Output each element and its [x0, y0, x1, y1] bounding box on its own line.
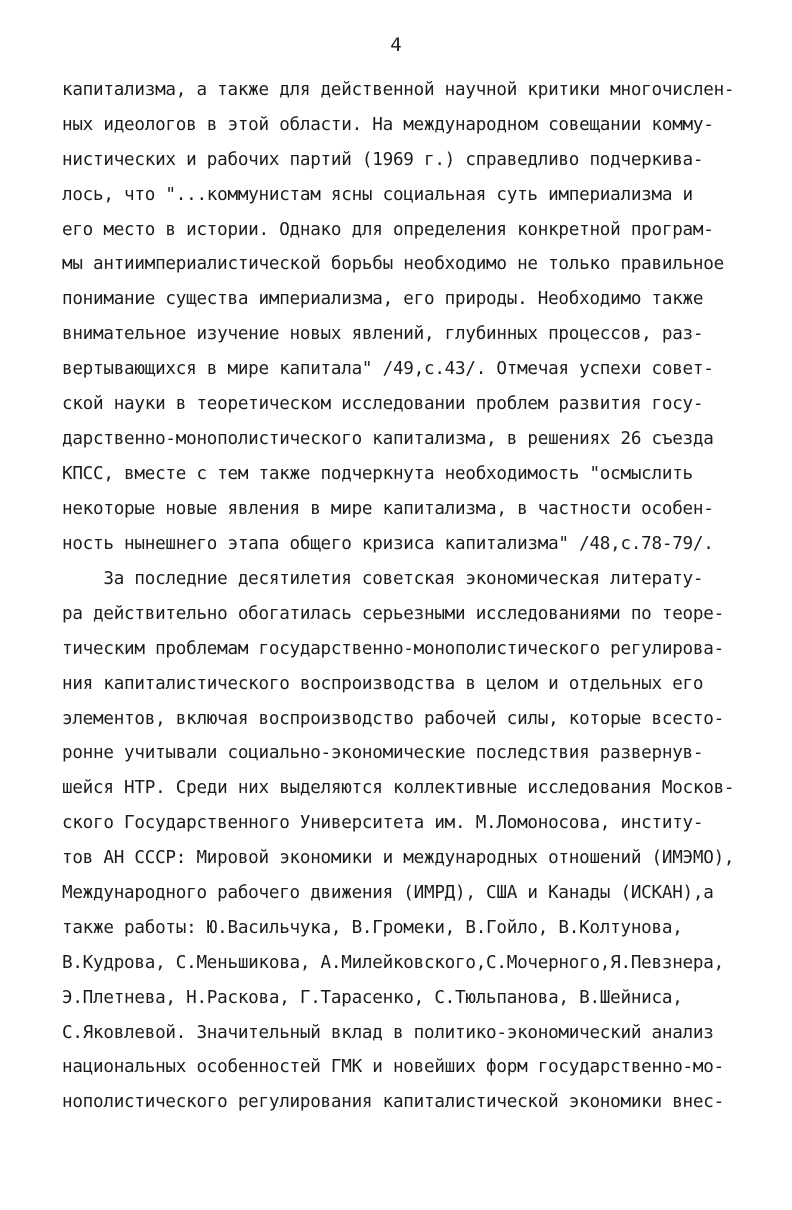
text-line: За последние десятилетия советская экономическая литерату- [62, 569, 704, 589]
text-line: ность нынешнего этапа общего кризиса капитализма" /48,с.78-79/. [62, 533, 714, 554]
text-line: дарственно-монополистического капитализма, в решениях 26 съезда [62, 428, 714, 449]
text-line: нополистического регулирования капиталистической экономики внес- [62, 1092, 724, 1113]
text-line: элементов, включая воспроизводство рабочей силы, которые всесто- [62, 708, 724, 729]
text-line: тов АН СССР: Мировой экономики и международных отношений (ИМЭМО), [62, 848, 735, 869]
text-line: ных идеологов в этой области. На международном совещании комму- [62, 114, 714, 135]
text-line: лось, что "...коммунистам ясны социальная суть империализма и [62, 184, 693, 205]
text-line: ронне учитывали социально-экономические последствия развернув- [62, 743, 704, 764]
text-line: шейся НТР. Среди них выделяются коллективные исследования Москов- [62, 778, 735, 799]
paragraph-1 [62, 73, 752, 561]
text-line: понимание существа империализма, его природы. Необходимо также [62, 289, 704, 310]
paragraph-2 [62, 562, 752, 1120]
text-line: национальных особенностей ГМК и новейших форм государственно-мо- [62, 1057, 724, 1078]
text-line: В.Кудрова, С.Меньшикова, А.Милейковского,С.Мочерного,Я.Певзнера, [62, 952, 724, 973]
text-line: КПСС, вместе с тем также подчеркнута необходимость "осмыслить [62, 463, 693, 484]
text-line: нистических и рабочих партий (1969 г.) справедливо подчеркива- [62, 149, 704, 170]
text-line: ского Государственного Университета им. М.Ломоносова, институ- [62, 813, 704, 834]
page-number: 4 [390, 34, 402, 56]
text-line: вертывающихся в мире капитала" /49,с.43/. Отмечая успехи совет- [62, 359, 714, 380]
text-line: ния капиталистического воспроизводства в целом и отдельных его [62, 673, 704, 694]
text-line: мы антиимпериалистической борьбы необходимо не только правильное [62, 254, 724, 275]
text-line: тическим проблемам государственно-монополистического регулирова- [62, 638, 724, 659]
text-line: некоторые новые явления в мире капитализма, в частности особен- [62, 498, 714, 519]
text-line: ра действительно обогатилась серьезными исследованиями по теоре- [62, 603, 724, 624]
text-line: его место в истории. Однако для определения конкретной програм- [62, 219, 714, 240]
text-line: Международного рабочего движения (ИМРД), США и Канады (ИСКАН),а [62, 883, 714, 904]
text-line: внимательное изучение новых явлений, глубинных процессов, раз- [62, 324, 704, 345]
text-line: Э.Плетнева, Н.Раскова, Г.Тарасенко, С.Тюльпанова, В.Шейниса, [62, 987, 683, 1008]
text-line: ской науки в теоретическом исследовании проблем развития госу- [62, 394, 704, 415]
text-line: капитализма, а также для действенной научной критики многочислен- [62, 80, 735, 100]
text-line: С.Яковлевой. Значительный вклад в политико-экономический анализ [62, 1022, 714, 1043]
text-line: также работы: Ю.Васильчука, В.Громеки, В.Гойло, В.Колтунова, [62, 917, 683, 938]
